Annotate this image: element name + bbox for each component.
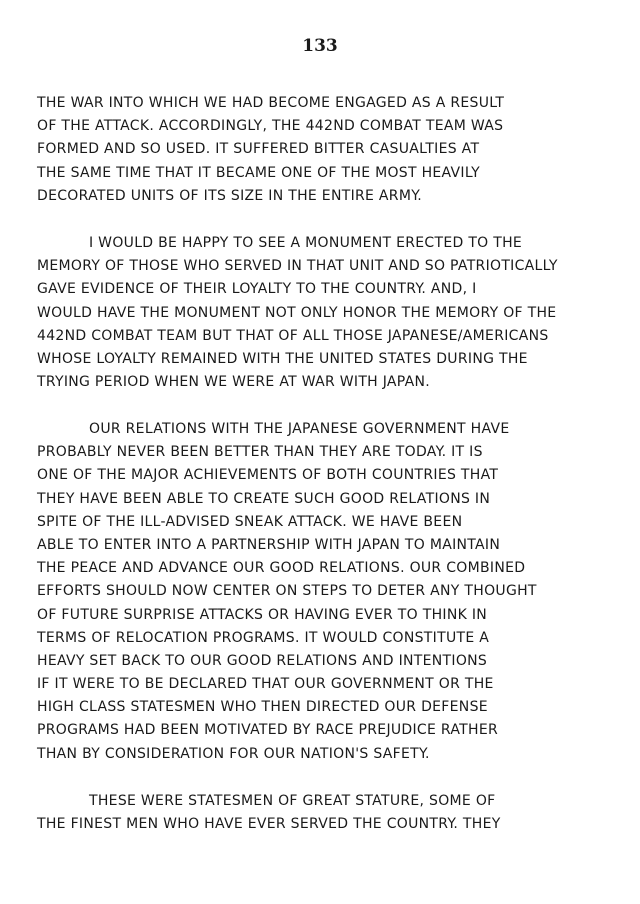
text-line: THE SAME TIME THAT IT BECAME ONE OF THE MOST HEAVILY — [37, 164, 480, 181]
text-line: IF IT WERE TO BE DECLARED THAT OUR GOVERNMENT OR THE — [37, 676, 494, 693]
paragraph-1 — [37, 92, 627, 208]
text-line: THAN BY CONSIDERATION FOR OUR NATION'S SAFETY. — [37, 745, 430, 762]
text-line: ABLE TO ENTER INTO A PARTNERSHIP WITH JAPAN TO MAINTAIN — [37, 536, 501, 553]
text-line: GAVE EVIDENCE OF THEIR LOYALTY TO THE COUNTRY. AND, I — [37, 281, 477, 298]
text-line: THE PEACE AND ADVANCE OUR GOOD RELATIONS. OUR COMBINED — [37, 560, 526, 577]
text-line: DECORATED UNITS OF ITS SIZE IN THE ENTIRE ARMY. — [37, 187, 422, 204]
text-line: SPITE OF THE ILL-ADVISED SNEAK ATTACK. WE HAVE BEEN — [37, 513, 463, 530]
paragraph-3 — [37, 418, 627, 766]
text-line: OF FUTURE SURPRISE ATTACKS OR HAVING EVER TO THINK IN — [37, 606, 488, 623]
text-line: I WOULD BE HAPPY TO SEE A MONUMENT ERECTED TO THE — [89, 235, 523, 251]
text-line: 442ND COMBAT TEAM BUT THAT OF ALL THOSE JAPANESE/AMERICANS — [37, 327, 549, 344]
text-line: THE WAR INTO WHICH WE HAD BECOME ENGAGED AS A RESULT — [37, 95, 505, 111]
text-line: OUR RELATIONS WITH THE JAPANESE GOVERNMENT HAVE — [89, 421, 510, 437]
text-line: HIGH CLASS STATESMEN WHO THEN DIRECTED OUR DEFENSE — [37, 699, 488, 716]
text-line: WOULD HAVE THE MONUMENT NOT ONLY HONOR THE MEMORY OF THE — [37, 304, 557, 321]
text-line: TERMS OF RELOCATION PROGRAMS. IT WOULD CONSTITUTE A — [37, 629, 490, 646]
text-line: HEAVY SET BACK TO OUR GOOD RELATIONS AND INTENTIONS — [37, 652, 488, 669]
text-line: PROGRAMS HAD BEEN MOTIVATED BY RACE PREJUDICE RATHER — [37, 722, 499, 739]
text-line: MEMORY OF THOSE WHO SERVED IN THAT UNIT AND SO PATRIOTICALLY — [37, 258, 558, 275]
text-line: TRYING PERIOD WHEN WE WERE AT WAR WITH JAPAN. — [37, 374, 431, 391]
text-line: THESE WERE STATESMEN OF GREAT STATURE, SOME OF — [89, 793, 496, 809]
text-line: EFFORTS SHOULD NOW CENTER ON STEPS TO DETER ANY THOUGHT — [37, 583, 537, 600]
text-line: FORMED AND SO USED. IT SUFFERED BITTER CASUALTIES AT — [37, 141, 480, 158]
paragraph-4 — [37, 790, 627, 836]
text-line: THEY HAVE BEEN ABLE TO CREATE SUCH GOOD RELATIONS IN — [37, 490, 491, 507]
text-line: PROBABLY NEVER BEEN BETTER THAN THEY ARE TODAY. IT IS — [37, 444, 483, 461]
text-line: OF THE ATTACK. ACCORDINGLY, THE 442ND COMBAT TEAM WAS — [37, 118, 504, 135]
text-line: ONE OF THE MAJOR ACHIEVEMENTS OF BOTH COUNTRIES THAT — [37, 467, 499, 484]
text-line: THE FINEST MEN WHO HAVE EVER SERVED THE COUNTRY. THEY — [37, 816, 501, 833]
paragraph-2 — [37, 232, 627, 394]
text-line: WHOSE LOYALTY REMAINED WITH THE UNITED STATES DURING THE — [37, 350, 528, 367]
page-number: 133 — [302, 36, 338, 56]
